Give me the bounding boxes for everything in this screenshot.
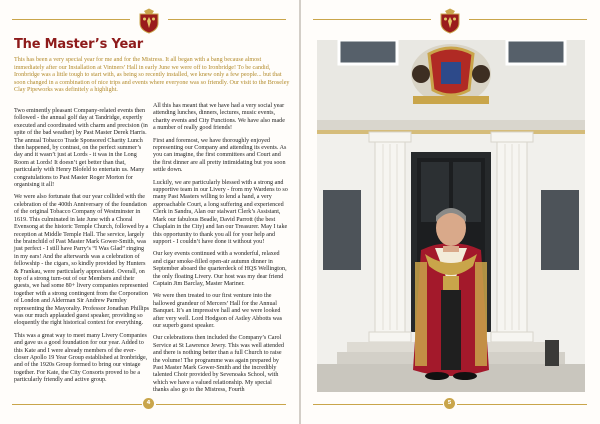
page-number: 4: [143, 398, 154, 409]
master-portrait-photo: [317, 40, 585, 392]
article-title: The Master’s Year: [14, 37, 143, 52]
header-rule: [469, 19, 587, 20]
header-rule: [313, 19, 431, 20]
paragraph: All this has meant that we have had a very social year attending lunches, dinners, lectures, music events, charity events and City Functions. We have also made a number of really good friends!: [153, 103, 285, 132]
page-number: 5: [444, 398, 455, 409]
paragraph: Luckily, we are particularly blessed with a strong and supportive team in our Livery - from my Wardens to so many Past Masters willing to lend a hand, a very approachable Court, a long suffering and experienced Clerk in Sandra, Alan our stalwart Clerk’s Assistant, Mark our fabulous Beadle, David Parrott (the best Chaplain in the City) and Ian our Treasurer. May I take this opportunity to thank you all for your help and support - I couldn’t have done it without you!: [153, 179, 288, 245]
livery-crest-icon: [438, 8, 462, 34]
article-intro: This has been a very special year for me and for the Mistress. It all began with a bang because almost immediately after our Installation at Vintners’ Hall in early June we were off to Ironbridge! To be candid, Ironbridge was a little tough to start with, as being so recently installed, we knew only a few people... but that soon changed in a combination of nice trips and events where everyone was so friendly. Our visit to the Broseley Clay Pipeworks was definitely a highlight.: [14, 57, 290, 94]
livery-crest-icon: [137, 8, 161, 34]
paragraph: Our celebrations then included the Company’s Carol Service at St Lawrence Jewry. This was well attended and there is nothing better than a full Church to raise the volume! The programme was again prepared by Past Master Mark Gower-Smith and the incredibly talented Choir provided by Sevenoaks School, with which we have a valued relationship. My special thanks also go to the Mistress, Fourth: [153, 335, 284, 394]
right-page: [301, 0, 600, 424]
paragraph: First and foremost, we have thoroughly enjoyed representing our Company and attending its events. As you can imagine, the first committees and Court and the first dinner are all pretty intimidating but you soon settle down.: [153, 137, 287, 174]
header-rule: [168, 19, 286, 20]
paragraph: Two eminently pleasant Company-related events then followed - the annual golf day at Tandridge, expertly executed and coordinated with charm and precision (in spite of the bad weather) by Past Master Derek Harris. The annual Tobacco Trade Sponsored Charity Lunch then happened, by contrast, on the perfect summer’s day and it wasn’t just at Lords - it was in the Long Room at Lords! It doesn’t get better than that, particularly with Henry Blofeld to entertain us. Many congratulations to Past Master Roger Morton for organising it all!: [14, 108, 148, 189]
text-column-1: [14, 108, 150, 390]
paragraph: We were then treated to our first venture into the hallowed grandeur of Mercers’ Hall for the Annual Banquet. It’s an impressive hall and we were looked after very well. Lord Hodgson of Astley Abbotts was our superb guest speaker.: [153, 293, 283, 329]
left-page: [0, 0, 299, 424]
paragraph: We were also fortunate that our year collided with the celebration of the 400th Anniversary of the foundation of the original Tobacco Company of Westminster in 1619. This culminated in late June with a Choral Evensong at the historic Temple Church, followed by a reception at Middle Temple Hall. The service, largely the brainchild of Past Master Mark Gower-Smith, was just perfect - I still have Parry’s “I Was Glad” ringing in my ears! And the afterwards was a celebration of fellowship - the cigars, so kindly provided by Hunters & Frankau, were particularly appreciated. Overall, on top of a strong turn-out of our Members and their guests, we had some 80+ livery companies represented together with a strong contingent from the Corporation of London and Alderman Sir Andrew Parmley representing the Mayoralty. Professor Jonathan Phillips was our much applauded guest speaker, providing so eloquently the right historical context for everything.: [14, 194, 149, 327]
footer-rule: [457, 404, 587, 405]
header-rule: [12, 19, 130, 20]
text-column-2: [153, 103, 289, 400]
footer-rule: [156, 404, 286, 405]
paragraph: This was a great way to meet many Livery Companies and gave us a good foundation for our year. Added to this Kate and I were already members of the ever-closer Apollo 19 Year Group established at Ironbridge, and of the 1920s Group formed to bring our vintage together. For Kate, the City Consorts proved to be a particularly friendly and active group.: [14, 332, 148, 384]
footer-rule: [313, 404, 443, 405]
footer-rule: [12, 404, 142, 405]
photo-illustration: [317, 40, 585, 392]
paragraph: Our key events continued with a wonderful, relaxed and cigar smoke-filled open-air autumn dinner in September aboard the quarterdeck of HQS Wellington, the only floating Livery. Our host was my dear friend Captain Jim Barclay, Master Mariner.: [153, 251, 287, 287]
